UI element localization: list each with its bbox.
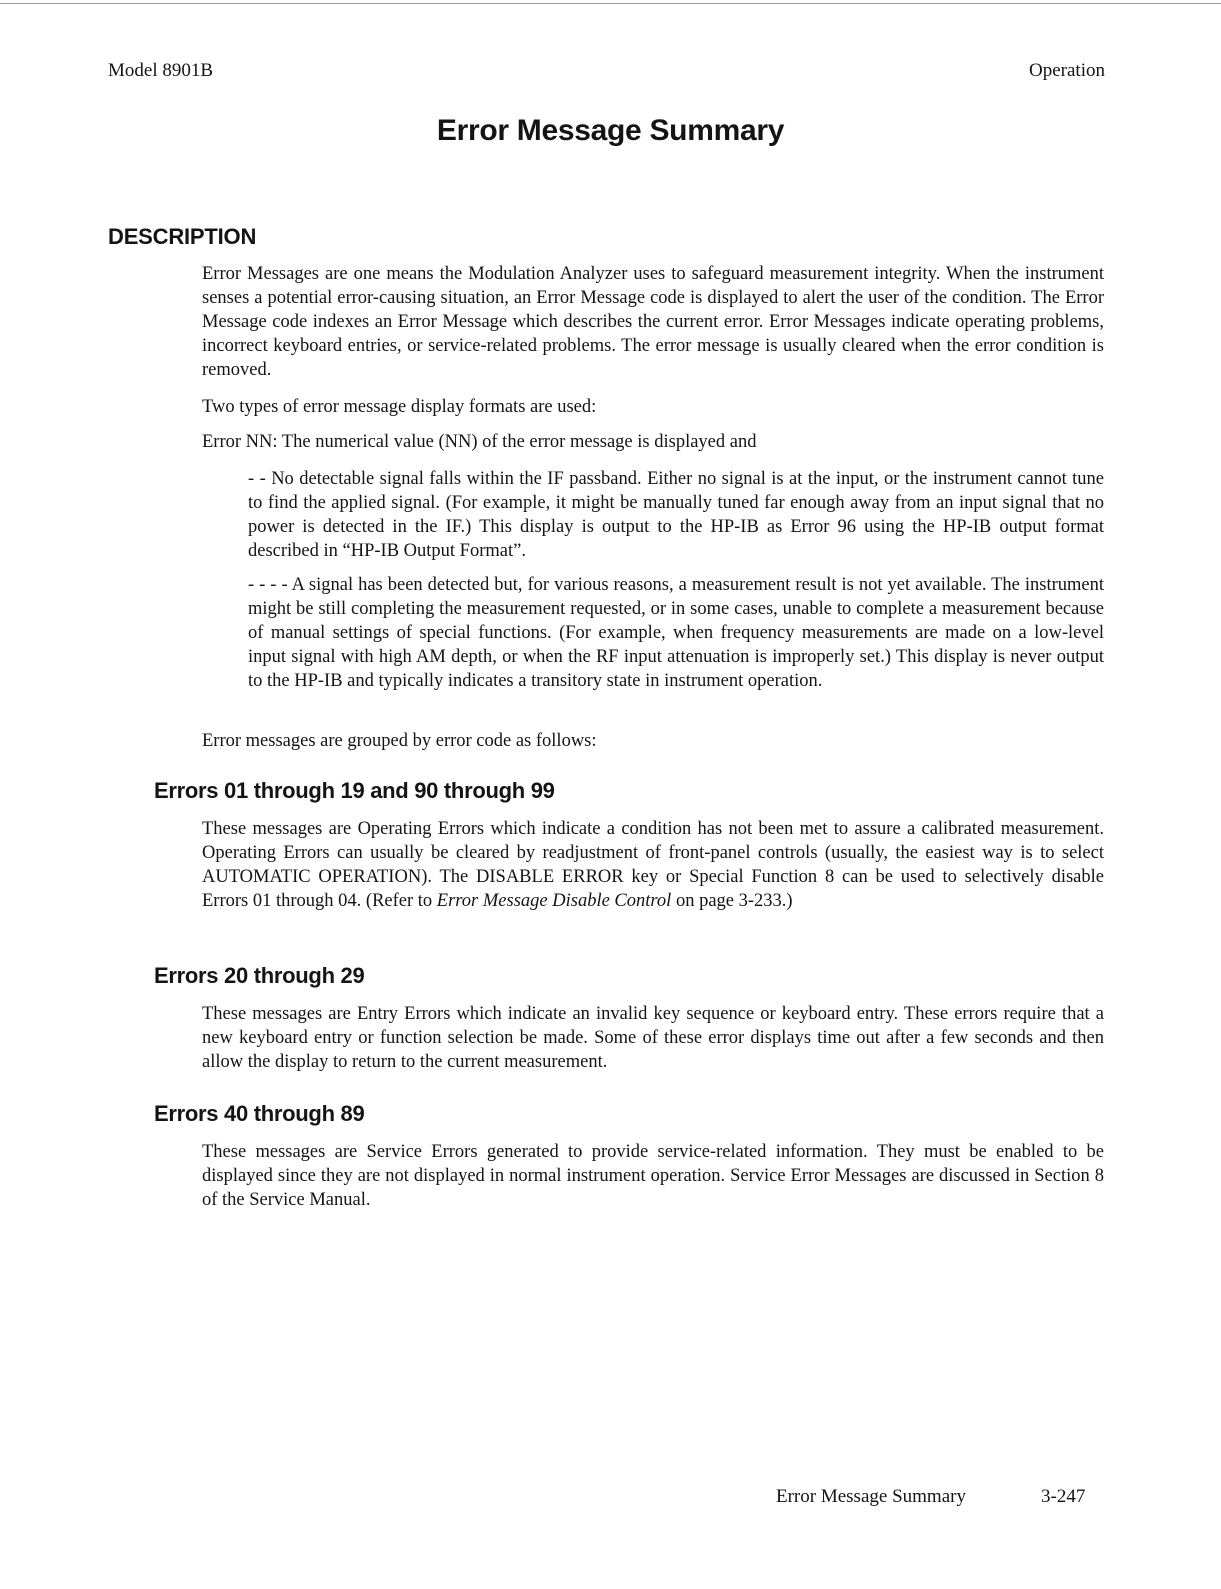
pending-measurement-format: - - - - A signal has been detected but, for various reasons, a measurement result is not yet available. The instrument might be still completing the measurement requested, or in some cases, unable to complete a measurement because of manual settings of special functions. (For example, when frequency measurements are made on a low-level input signal with high AM depth, or when the RF input attenuation is improperly set.) This display is never output to the HP-IB and typically indicates a transitory state in instrument operation. bbox=[248, 575, 1104, 691]
no-signal-format: - - No detectable signal falls within the IF passband. Either no signal is at the input, or the instrument cannot tune to find the applied signal. (For example, it might be manually tuned far enough away from an input signal that no power is detected in the IF.) This display is output to the HP-IB as Error 96 using the HP-IB output format described in “HP-IB Output Format”. bbox=[248, 469, 1104, 561]
running-head-section: Operation bbox=[1029, 60, 1105, 81]
disable-control-reference: Error Message Disable Control bbox=[436, 891, 672, 911]
heading-service-errors: Errors 40 through 89 bbox=[154, 1101, 365, 1126]
error-nn-format: Error NN: The numerical value (NN) of the error message is displayed and bbox=[202, 432, 757, 452]
section-heading-description: DESCRIPTION bbox=[108, 224, 257, 249]
operating-errors-paragraph bbox=[202, 817, 1104, 913]
page-title: Error Message Summary bbox=[436, 114, 785, 147]
footer-title: Error Message Summary bbox=[776, 1486, 966, 1507]
heading-operating-errors: Errors 01 through 19 and 90 through 99 bbox=[154, 778, 555, 803]
grouping-intro: Error messages are grouped by error code as follows: bbox=[202, 731, 597, 751]
footer-page-number: 3-247 bbox=[1041, 1486, 1086, 1507]
display-formats-intro: Two types of error message display formats are used: bbox=[202, 397, 597, 417]
running-head-model: Model 8901B bbox=[108, 60, 214, 81]
service-errors-paragraph: These messages are Service Errors generated to provide service-related information. They must be enabled to be displayed since they are not displayed in normal instrument operation. Service Error Messages are discussed in Section 8 of the Service Manual. bbox=[202, 1142, 1104, 1210]
description-paragraph: Error Messages are one means the Modulation Analyzer uses to safeguard measurement integrity. When the instrument senses a potential error-causing situation, an Error Message code is displayed to alert the user of the condition. The Error Message code indexes an Error Message which describes the current error. Error Messages indicate operating problems, incorrect keyboard entries, or service-related problems. The error message is usually cleared when the error condition is removed. bbox=[202, 264, 1104, 380]
operating-errors-text: These messages are Operating Errors which indicate a condition has not been met to assure a calibrated measurement. Operating Errors can usually be cleared by readjustment of front-panel controls (usually, the easiest way is to select AUTOMATIC OPERATION). The DISABLE ERROR key or Special Function 8 can be used to selectively disable Errors 01 through 04. (Refer to bbox=[202, 819, 1104, 911]
entry-errors-paragraph: These messages are Entry Errors which indicate an invalid key sequence or keyboard entry. These errors require that a new keyboard entry or function selection be made. Some of these error displays time out after a few seconds and then allow the display to return to the current measurement. bbox=[202, 1004, 1104, 1072]
top-rule bbox=[0, 3, 1221, 4]
operating-errors-text-end: on page 3-233.) bbox=[675, 891, 793, 911]
heading-entry-errors: Errors 20 through 29 bbox=[154, 963, 365, 988]
